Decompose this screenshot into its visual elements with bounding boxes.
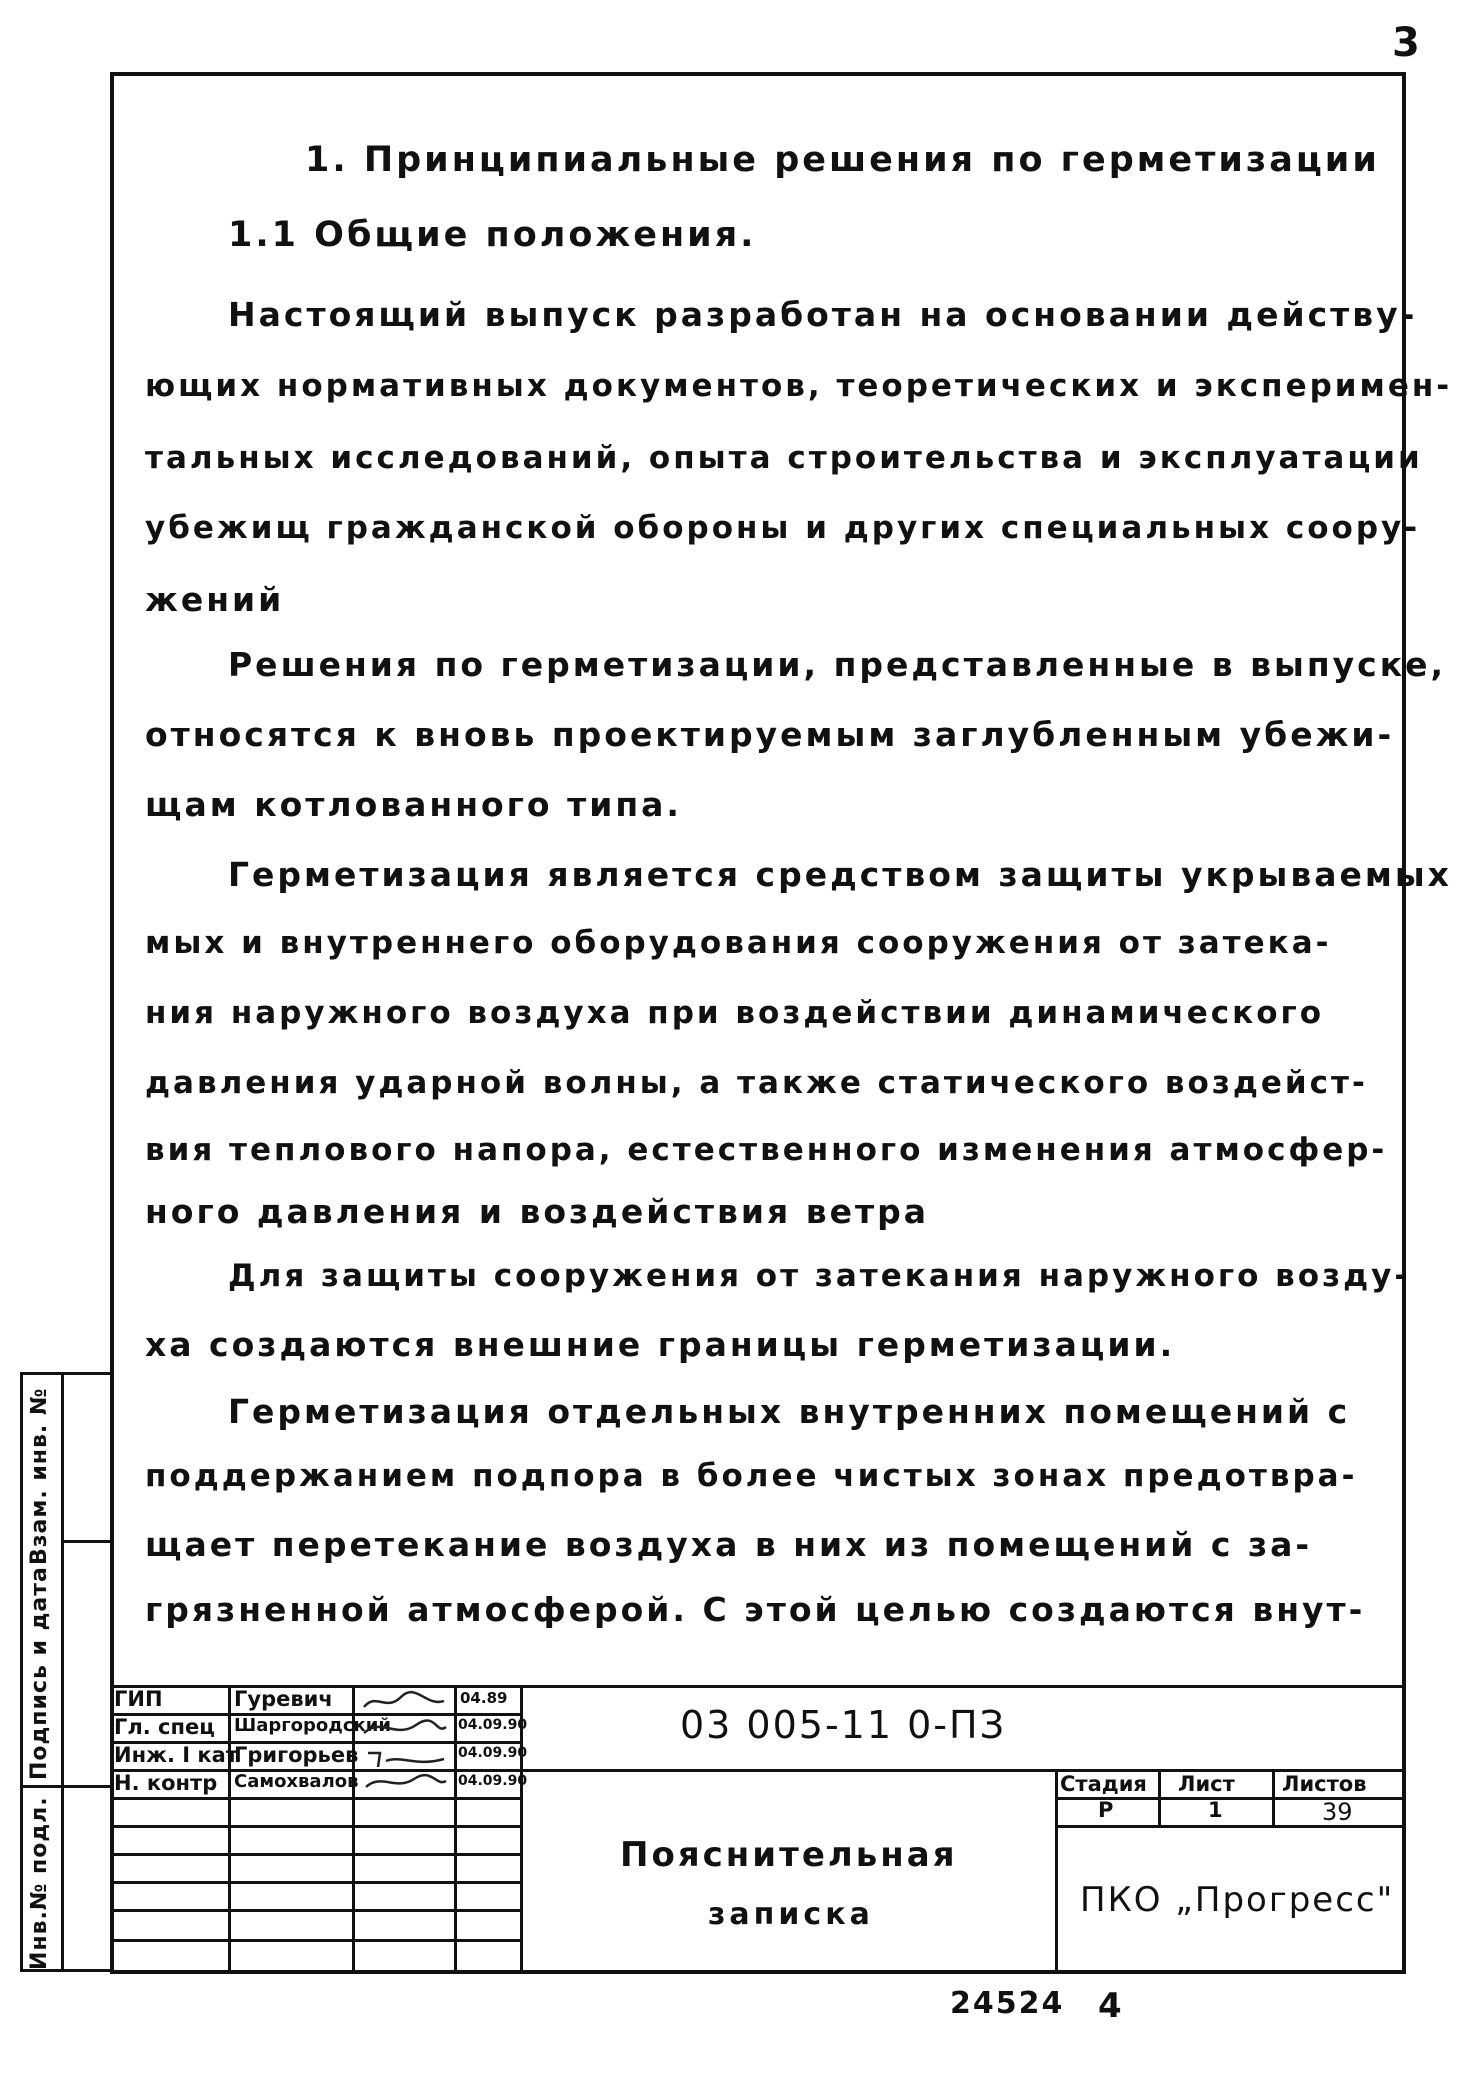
body-line-11: ния наружного воздуха при воздействии динамического [145, 995, 1324, 1031]
body-line-5: жений [145, 580, 285, 619]
body-line-16: ха создаются внешние границы герметизации. [145, 1325, 1176, 1364]
body-line-7: относятся к вновь проектируемым заглубленным убежи- [145, 715, 1395, 754]
sheet-label: Лист [1178, 1772, 1235, 1796]
side-label-inv: Инв.№ подл. [27, 1796, 52, 1970]
body-line-19: щает перетекание воздуха в них из помещений с за- [145, 1525, 1313, 1564]
body-line-10: мых и внутреннего оборудования сооружения от затека- [145, 925, 1332, 961]
body-line-8: щам котлованного типа. [145, 785, 682, 824]
body-line-20: грязненной атмосферой. С этой целью создаются внут- [145, 1590, 1366, 1629]
body-line-14: ного давления и воздействия ветра [145, 1192, 929, 1231]
doc-title-1: Пояснительная [620, 1835, 958, 1875]
body-line-17: Герметизация отдельных внутренних помещений с [228, 1392, 1351, 1431]
side-label-signature: Подпись и дата [27, 1566, 52, 1780]
body-line-9: Герметизация является средством защиты укрываемых [228, 855, 1452, 894]
signature-marks [356, 1687, 452, 1797]
name-gip: Гуревич [234, 1687, 333, 1711]
body-line-18: поддержанием подпора в более чистых зонах предотвра- [145, 1458, 1358, 1494]
name-spec: Шаргородский [234, 1715, 391, 1736]
sheet-value: 1 [1208, 1798, 1223, 1822]
body-line-4: убежищ гражданской обороны и других специальных соору- [145, 510, 1421, 546]
date-eng: 04.09.90 [458, 1745, 528, 1761]
title-block [110, 1685, 1406, 1974]
role-spec: Гл. спец [114, 1715, 215, 1739]
doc-title-2: записка [708, 1897, 874, 1932]
archive-number: 24524 [950, 1986, 1065, 2021]
copy-number: 4 [1098, 1986, 1124, 2026]
sheets-value: 39 [1322, 1798, 1353, 1826]
role-gip: ГИП [114, 1687, 163, 1711]
role-eng: Инж. I кат [114, 1743, 238, 1767]
stage-label: Стадия [1060, 1772, 1147, 1796]
body-line-1: Настоящий выпуск разработан на основании действу- [228, 295, 1418, 334]
body-line-2: ющих нормативных документов, теоретических и эксперимен- [145, 368, 1453, 404]
side-label-replace: Взам. инв. № [27, 1387, 52, 1565]
heading-1-1: 1.1 Общие положения. [228, 215, 757, 255]
body-line-6: Решения по герметизации, представленные в выпуске, [228, 645, 1447, 684]
body-line-13: вия теплового напора, естественного изменения атмосфер- [145, 1132, 1388, 1168]
date-gip: 04.89 [460, 1689, 508, 1707]
page-number: 3 [1392, 20, 1420, 66]
date-norm: 04.09.90 [458, 1773, 528, 1789]
body-line-12: давления ударной волны, а также статического воздейст- [145, 1065, 1368, 1101]
role-norm: Н. контр [114, 1771, 218, 1795]
body-line-15: Для защиты сооружения от затекания наружного возду- [228, 1258, 1411, 1294]
side-stamp [20, 1372, 110, 1972]
heading-1: 1. Принципиальные решения по герметизации [305, 140, 1380, 180]
name-norm: Самохвалов [234, 1771, 359, 1792]
org-name: ПКО „Прогресс" [1080, 1880, 1395, 1920]
doc-code: 03 005-11 0-ПЗ [680, 1703, 1006, 1747]
stage-value: Р [1098, 1798, 1114, 1822]
sheets-label: Листов [1282, 1772, 1367, 1796]
body-line-3: тальных исследований, опыта строительства и эксплуатации [145, 440, 1423, 476]
date-spec: 04.09.90 [458, 1717, 528, 1733]
name-eng: Григорьев [234, 1743, 359, 1767]
